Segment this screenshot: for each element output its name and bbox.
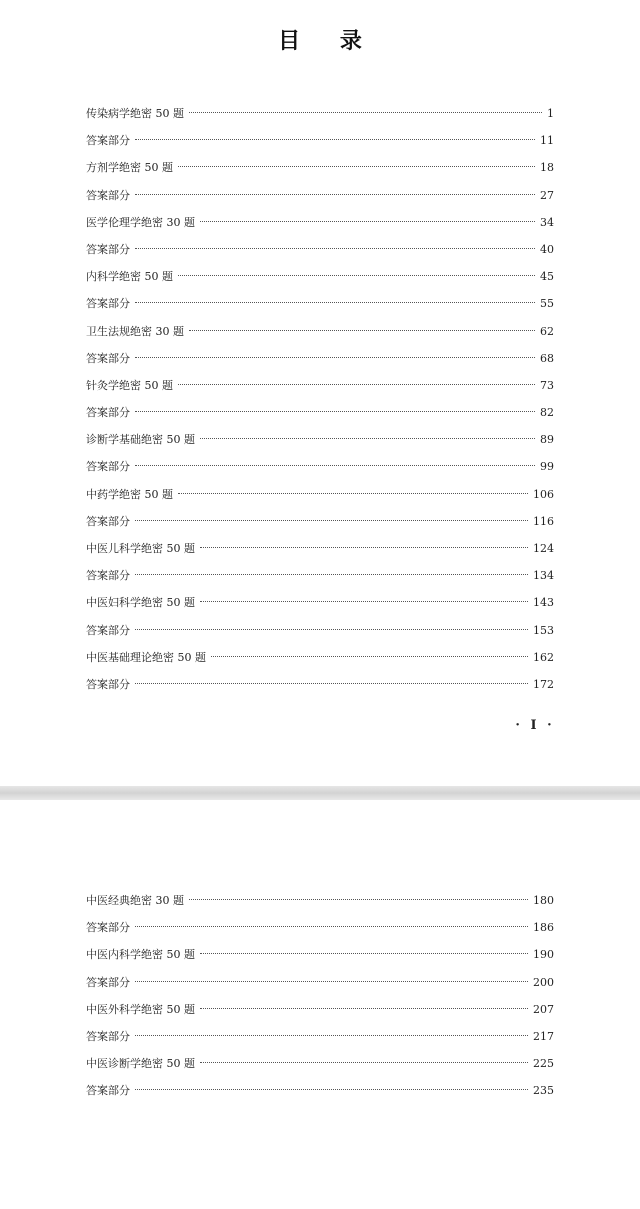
toc-entry[interactable] (86, 918, 554, 945)
dot-leader (200, 221, 535, 222)
toc-entry[interactable] (86, 675, 554, 702)
toc-entry[interactable] (86, 267, 554, 294)
toc-entry-page-number: 235 (533, 1084, 554, 1098)
dot-leader (135, 1089, 528, 1090)
toc-entry-page-number: 106 (533, 487, 554, 501)
toc-entry-page-number: 18 (540, 161, 554, 175)
toc-entry[interactable] (86, 430, 554, 457)
dot-leader (135, 411, 535, 412)
toc-list (86, 891, 554, 1109)
dot-leader (135, 194, 535, 195)
dot-leader (135, 1035, 528, 1036)
toc-entry-page-number: 225 (533, 1057, 554, 1071)
toc-entry-page-number: 200 (533, 975, 554, 989)
dot-leader (135, 357, 535, 358)
dot-leader (189, 112, 542, 113)
toc-entry-page-number: 68 (540, 351, 554, 365)
toc-entry-title: 传染病学绝密 50 题 (86, 107, 184, 120)
dot-leader (178, 275, 535, 276)
toc-entry-page-number: 217 (533, 1029, 554, 1043)
toc-entry-page-number: 99 (540, 460, 554, 474)
toc-entry-title: 中医外科学绝密 50 题 (86, 1002, 195, 1016)
toc-entry-title: 卫生法规绝密 30 题 (86, 324, 184, 338)
toc-entry-page-number: 73 (540, 378, 554, 392)
toc-entry-title: 中医诊断学绝密 50 题 (86, 1057, 195, 1071)
toc-entry[interactable] (86, 648, 554, 675)
dot-leader (189, 330, 535, 331)
dot-leader (189, 899, 528, 900)
dot-leader (178, 166, 535, 167)
toc-entry[interactable] (86, 213, 554, 240)
toc-entry-page-number: 45 (540, 270, 554, 284)
toc-entry-title: 中医经典绝密 30 题 (86, 894, 184, 907)
dot-leader (200, 1062, 528, 1063)
toc-entry-title: 医学伦理学绝密 30 题 (86, 215, 195, 229)
toc-entry-title: 答案部分 (86, 677, 130, 691)
toc-list (86, 104, 554, 702)
dot-leader (200, 438, 535, 439)
toc-entry[interactable] (86, 539, 554, 566)
toc-entry-page-number: 11 (540, 134, 554, 148)
toc-entry-page-number: 207 (533, 1002, 554, 1016)
toc-entry-title: 答案部分 (86, 297, 130, 311)
toc-entry-title: 中医儿科学绝密 50 题 (86, 542, 195, 555)
dot-leader (135, 302, 535, 303)
toc-entry-title: 答案部分 (86, 460, 130, 474)
toc-entry-title: 内科学绝密 50 题 (86, 270, 173, 284)
toc-entry-title: 中医内科学绝密 50 题 (86, 948, 195, 962)
toc-entry-title: 答案部分 (86, 351, 130, 365)
dot-leader (200, 547, 528, 548)
toc-entry[interactable] (86, 566, 554, 593)
toc-entry[interactable] (86, 512, 554, 539)
toc-entry[interactable] (86, 973, 554, 1000)
toc-entry-page-number: 124 (533, 542, 554, 555)
toc-entry-page-number: 162 (533, 650, 554, 664)
toc-entry-title: 答案部分 (86, 1084, 130, 1098)
toc-entry[interactable] (86, 240, 554, 267)
page-number-footer: · Ⅰ · (515, 718, 555, 733)
toc-entry[interactable] (86, 376, 554, 403)
toc-entry-page-number: 180 (533, 894, 554, 907)
dot-leader (135, 520, 528, 521)
toc-entry-page-number: 134 (533, 569, 554, 583)
page-separator (0, 786, 640, 800)
toc-entry[interactable] (86, 1027, 554, 1054)
toc-entry-page-number: 172 (533, 677, 554, 691)
toc-entry[interactable] (86, 131, 554, 158)
dot-leader (135, 981, 528, 982)
toc-entry[interactable] (86, 104, 554, 131)
dot-leader (135, 139, 535, 140)
toc-entry[interactable] (86, 1000, 554, 1027)
toc-entry-title: 答案部分 (86, 1029, 130, 1043)
toc-entry[interactable] (86, 485, 554, 512)
dot-leader (200, 1008, 528, 1009)
toc-entry-title: 答案部分 (86, 242, 130, 256)
toc-entry-page-number: 116 (533, 514, 554, 528)
toc-entry[interactable] (86, 621, 554, 648)
toc-entry-page-number: 153 (533, 623, 554, 637)
dot-leader (135, 683, 528, 684)
toc-entry-title: 答案部分 (86, 975, 130, 989)
dot-leader (178, 493, 528, 494)
toc-entry[interactable] (86, 322, 554, 349)
toc-heading: 目 录 (278, 28, 378, 54)
dot-leader (211, 656, 528, 657)
toc-entry[interactable] (86, 1081, 554, 1108)
toc-entry-title: 答案部分 (86, 921, 130, 935)
toc-entry[interactable] (86, 186, 554, 213)
toc-entry-title: 答案部分 (86, 406, 130, 420)
toc-entry-title: 答案部分 (86, 188, 130, 202)
toc-entry[interactable] (86, 945, 554, 972)
toc-entry-page-number: 40 (540, 242, 554, 256)
toc-entry[interactable] (86, 294, 554, 321)
toc-entry-page-number: 1 (547, 107, 554, 120)
toc-entry[interactable] (86, 349, 554, 376)
dot-leader (178, 384, 535, 385)
toc-entry-page-number: 190 (533, 948, 554, 962)
toc-entry-page-number: 186 (533, 921, 554, 935)
toc-entry-title: 诊断学基础绝密 50 题 (86, 433, 195, 447)
dot-leader (135, 926, 528, 927)
toc-entry-title: 中医妇科学绝密 50 题 (86, 596, 195, 610)
toc-entry[interactable] (86, 593, 554, 620)
toc-entry[interactable] (86, 403, 554, 430)
dot-leader (135, 248, 535, 249)
dot-leader (135, 465, 535, 466)
toc-entry-page-number: 89 (540, 433, 554, 447)
toc-entry-page-number: 27 (540, 188, 554, 202)
toc-entry-title: 答案部分 (86, 569, 130, 583)
toc-entry[interactable] (86, 891, 554, 918)
toc-entry[interactable] (86, 1054, 554, 1081)
toc-entry-page-number: 55 (540, 297, 554, 311)
toc-entry-title: 方剂学绝密 50 题 (86, 161, 173, 175)
toc-entry-title: 针灸学绝密 50 题 (86, 378, 173, 392)
toc-entry-page-number: 62 (540, 324, 554, 338)
toc-entry[interactable] (86, 158, 554, 185)
dot-leader (135, 629, 528, 630)
toc-entry-page-number: 34 (540, 215, 554, 229)
dot-leader (200, 601, 528, 602)
dot-leader (135, 574, 528, 575)
toc-entry-title: 答案部分 (86, 134, 130, 148)
toc-entry-title: 中医基础理论绝密 50 题 (86, 650, 206, 664)
toc-entry-page-number: 143 (533, 596, 554, 610)
toc-entry[interactable] (86, 457, 554, 484)
toc-entry-title: 答案部分 (86, 623, 130, 637)
dot-leader (200, 953, 528, 954)
toc-entry-title: 中药学绝密 50 题 (86, 487, 173, 501)
document-page-2 (0, 800, 640, 1209)
toc-entry-title: 答案部分 (86, 514, 130, 528)
toc-entry-page-number: 82 (540, 406, 554, 420)
